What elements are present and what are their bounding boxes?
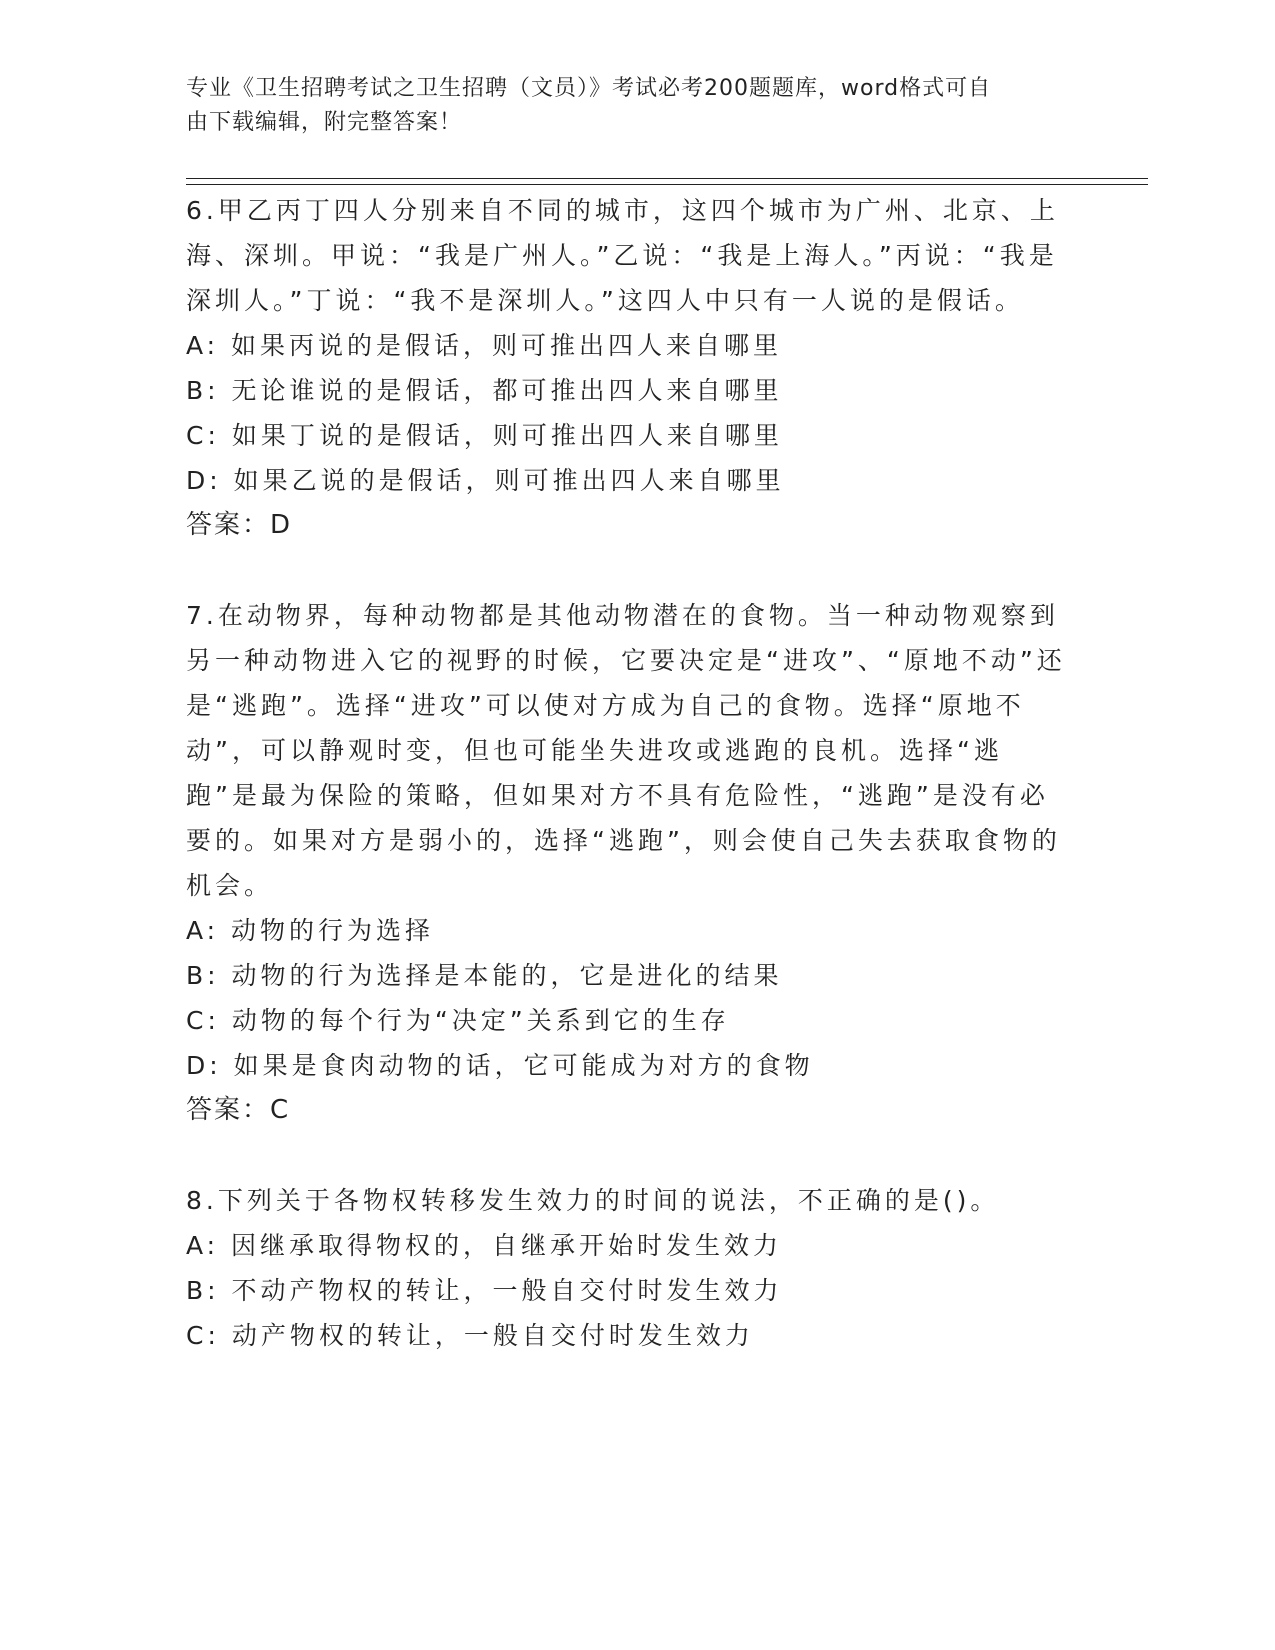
question-stem: 6.甲乙丙丁四人分别来自不同的城市，这四个城市为广州、北京、上海、深圳。甲说：“我是广州人。”乙说：“我是上海人。”丙说：“我是深圳人。”丁说：“我不是深圳人。”这四人中只有一人说的是假话。 bbox=[186, 196, 1059, 315]
header-line-1: 专业《卫生招聘考试之卫生招聘（文员）》考试必考200题题库，word格式可自 bbox=[186, 76, 992, 101]
option-b: B: 不动产物权的转让，一般自交付时发生效力 bbox=[186, 1276, 783, 1305]
document-header bbox=[186, 72, 1066, 140]
option-d: D: 如果乙说的是假话，则可推出四人来自哪里 bbox=[186, 466, 785, 495]
option-b: B: 动物的行为选择是本能的，它是进化的结果 bbox=[186, 961, 783, 990]
header-divider-top bbox=[186, 178, 1148, 179]
option-d: D: 如果是食肉动物的话，它可能成为对方的食物 bbox=[186, 1051, 814, 1080]
option-c: C: 动产物权的转让，一般自交付时发生效力 bbox=[186, 1321, 754, 1350]
answer-text: 答案：C bbox=[186, 1095, 291, 1125]
header-divider-bottom bbox=[186, 184, 1148, 185]
question-list bbox=[186, 188, 1066, 1403]
question-6 bbox=[186, 188, 1066, 548]
option-a: A: 如果丙说的是假话，则可推出四人来自哪里 bbox=[186, 331, 783, 360]
option-c: C: 动物的每个行为“决定”关系到它的生存 bbox=[186, 1006, 730, 1035]
option-c: C: 如果丁说的是假话，则可推出四人来自哪里 bbox=[186, 421, 783, 450]
question-8 bbox=[186, 1178, 1066, 1358]
option-b: B: 无论谁说的是假话，都可推出四人来自哪里 bbox=[186, 376, 783, 405]
answer-text: 答案：D bbox=[186, 510, 293, 540]
question-stem: 8.下列关于各物权转移发生效力的时间的说法，不正确的是()。 bbox=[186, 1186, 1000, 1215]
option-a: A: 因继承取得物权的，自继承开始时发生效力 bbox=[186, 1231, 783, 1260]
option-a: A: 动物的行为选择 bbox=[186, 916, 435, 945]
header-line-2: 由下载编辑，附完整答案！ bbox=[186, 110, 463, 135]
question-stem: 7.在动物界，每种动物都是其他动物潜在的食物。当一种动物观察到另一种动物进入它的视野的时候，它要决定是“进攻”、“原地不动”还是“逃跑”。选择“进攻”可以使对方成为自己的食物。选择“原地不动”，可以静观时变，但也可能坐失进攻或逃跑的良机。选择“逃跑”是最为保险的策略，但如果对方不具有危险性，“逃跑”是没有必要的。如果对方是弱小的，选择“逃跑”，则会使自己失去获取食物的机会。 bbox=[186, 601, 1066, 900]
question-7 bbox=[186, 593, 1066, 1133]
